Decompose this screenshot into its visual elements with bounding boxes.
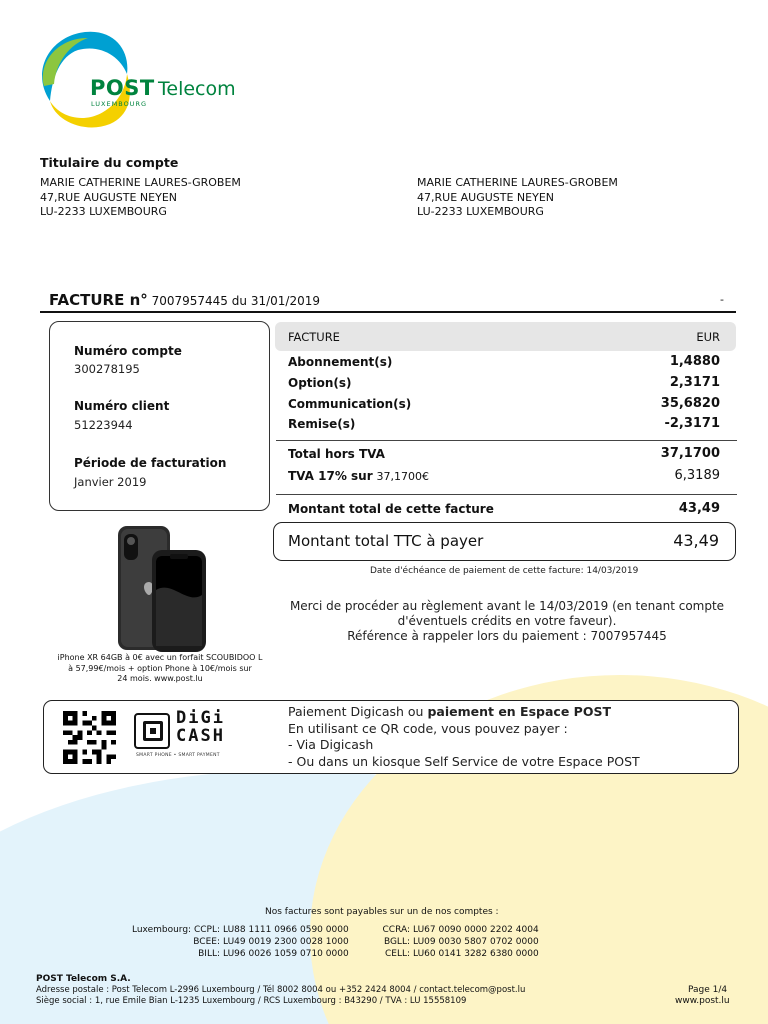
digicash-line-4: - Ou dans un kiosque Self Service de votre Espace POST (288, 753, 640, 769)
divider (276, 494, 737, 495)
iphone-promo-image (112, 520, 212, 654)
bank-label: BGLL: (383, 937, 410, 947)
logo-luxembourg-text: LUXEMBOURG (91, 100, 147, 108)
promo-line: 24 mois. www.post.lu (117, 674, 203, 683)
row-label-communications: Communication(s) (288, 397, 412, 411)
bank-account-row (120, 936, 630, 948)
bank-label: BILL: (198, 949, 220, 959)
row-value-discounts: -2,3171 (664, 416, 720, 431)
invoice-total-value: 43,49 (678, 501, 720, 516)
total-ht-value: 37,1700 (660, 446, 720, 461)
invoice-date: du 31/01/2019 (231, 294, 320, 308)
page-number: Page 1/4 (688, 985, 728, 995)
address-line: MARIE CATHERINE LAURES-GROBEM (40, 176, 241, 189)
amount-due-value: 43,49 (673, 531, 719, 550)
bank-iban: LU67 0090 0000 2202 4004 (413, 925, 539, 935)
digicash-line-1b: paiement en Espace POST (427, 704, 611, 719)
payment-message (276, 599, 738, 644)
digicash-wordmark (176, 709, 225, 745)
invoice-heading (49, 291, 320, 309)
row-value-subscriptions: 1,4880 (669, 354, 720, 369)
digicash-line-1a: Paiement Digicash ou (288, 704, 428, 719)
row-value-communications: 35,6820 (660, 396, 720, 411)
address-line: LU-2233 LUXEMBOURG (417, 205, 544, 218)
billing-period-value: Janvier 2019 (74, 475, 147, 489)
row-value-options: 2,3171 (669, 375, 720, 390)
invoice-dash: - (720, 293, 724, 306)
table-header-facture: FACTURE (288, 330, 340, 344)
logo-telecom-text: Telecom (158, 78, 236, 100)
digicash-line-2: En utilisant ce QR code, vous pouvez payer : (288, 720, 568, 736)
amount-due-box (273, 522, 736, 561)
client-number-label: Numéro client (74, 399, 170, 413)
address-line: LU-2233 LUXEMBOURG (40, 205, 167, 218)
row-label-subscriptions: Abonnement(s) (288, 355, 393, 369)
bank-label: BCEE: (193, 937, 220, 947)
bank-account-row (120, 948, 630, 960)
invoice-table-header (275, 322, 736, 351)
bank-label: Luxembourg: CCPL: (131, 925, 220, 935)
digicash-instructions (288, 704, 640, 770)
recipient-address (417, 176, 618, 220)
account-info-box (49, 321, 270, 511)
bank-iban: LU96 0026 1059 0710 0000 (223, 949, 349, 959)
bank-iban: LU49 0019 2300 0028 1000 (223, 937, 349, 947)
footer-website[interactable]: www.post.lu (675, 996, 730, 1006)
client-number-value: 51223944 (74, 418, 133, 432)
invoice-number: 7007957445 (151, 294, 228, 308)
billing-period-label: Période de facturation (74, 456, 227, 470)
divider (40, 311, 736, 313)
accounts-intro: Nos factures sont payables sur un de nos comptes : (265, 907, 499, 917)
address-line: MARIE CATHERINE LAURES-GROBEM (417, 176, 618, 189)
address-line: 47,RUE AUGUSTE NEYEN (417, 190, 555, 204)
bank-label: CELL: (384, 949, 410, 959)
payment-message-line: Référence à rappeler lors du paiement : 7007957445 (347, 629, 667, 643)
payment-message-line: d'éventuels crédits en votre faveur). (397, 614, 617, 628)
promo-line: à 57,99€/mois + option Phone à 10€/mois sur (68, 663, 252, 673)
digicash-tagline: SMART PHONE • SMART PAYMENT (136, 753, 220, 758)
table-header-eur: EUR (696, 330, 720, 344)
tva-label: TVA 17% sur (288, 469, 373, 483)
row-label-discounts: Remise(s) (288, 417, 356, 431)
footer-address: Adresse postale : Post Telecom L-2996 Luxembourg / Tél 8002 8004 ou +352 2424 8004 / contact.telecom@post.lu (36, 985, 526, 995)
footer-registered-office: Siège social : 1, rue Emile Bian L-1235 Luxembourg / RCS Luxembourg : B43290 / TVA : LU 15558109 (36, 996, 467, 1006)
promo-text (54, 653, 266, 685)
promo-line: iPhone XR 64GB à 0€ avec un forfait SCOUBIDOO L (57, 653, 263, 662)
post-telecom-logo (30, 26, 236, 136)
tva-line (288, 469, 429, 483)
digicash-logo-top: DiGi (176, 708, 225, 728)
total-ht-label: Total hors TVA (288, 447, 385, 461)
bank-iban: LU88 1111 0966 0590 0000 (223, 925, 349, 935)
footer-company: POST Telecom S.A. (36, 974, 131, 984)
account-holder-address (40, 176, 241, 220)
bank-label: CCRA: (382, 925, 410, 935)
divider (276, 440, 737, 441)
bank-accounts (120, 924, 630, 960)
digicash-logo-icon (134, 713, 170, 749)
digicash-logo-bottom: CASH (176, 726, 225, 746)
payment-message-line: Merci de procéder au règlement avant le 14/03/2019 (en tenant compte (289, 599, 725, 613)
account-number-label: Numéro compte (74, 344, 182, 358)
address-line: 47,RUE AUGUSTE NEYEN (40, 190, 178, 204)
amount-due-label: Montant total TTC à payer (288, 532, 484, 550)
bank-account-row (120, 924, 630, 936)
digicash-line-1 (288, 704, 640, 721)
digicash-line-3: - Via Digicash (288, 737, 374, 752)
bank-iban: LU60 0141 3282 6380 0000 (413, 949, 539, 959)
row-label-options: Option(s) (288, 376, 352, 390)
qr-code-icon[interactable] (62, 711, 117, 764)
invoice-total-label: Montant total de cette facture (288, 502, 494, 516)
account-number-value: 300278195 (74, 362, 140, 376)
tva-value: 6,3189 (674, 468, 720, 483)
account-holder-title: Titulaire du compte (40, 155, 179, 170)
invoice-label: FACTURE n° (49, 291, 148, 309)
logo-post-text: POST (90, 76, 155, 100)
due-date-text: Date d'échéance de paiement de cette facture: 14/03/2019 (370, 566, 639, 576)
tva-base: 37,1700€ (376, 470, 429, 483)
bank-iban: LU09 0030 5807 0702 0000 (413, 937, 539, 947)
